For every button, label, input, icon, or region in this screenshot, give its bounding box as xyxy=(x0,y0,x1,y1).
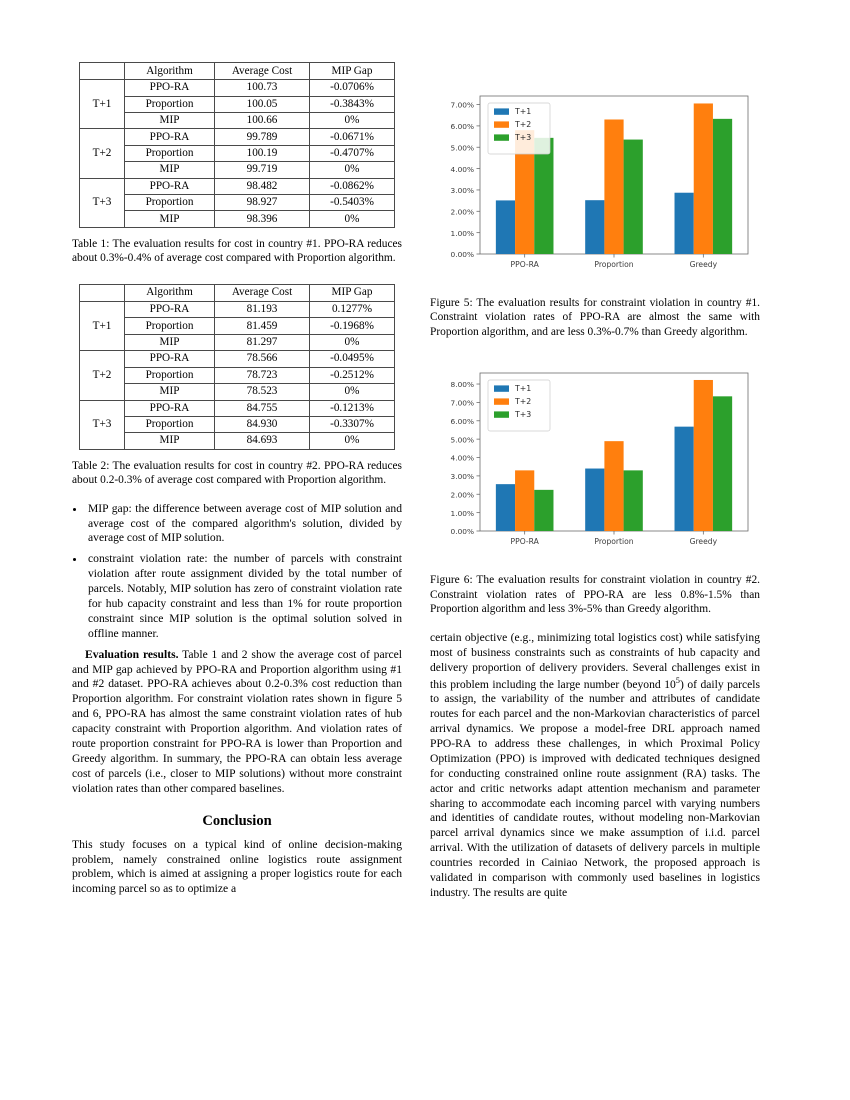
column-top-spacer xyxy=(430,62,760,88)
x-axis-tick-label: Proportion xyxy=(594,537,634,547)
table-row xyxy=(80,433,395,449)
bar xyxy=(675,427,694,531)
legend-label: T+2 xyxy=(515,397,532,407)
cell-average-cost: 99.719 xyxy=(215,162,310,178)
y-axis-tick-label: 7.00% xyxy=(450,399,474,409)
figure-6 xyxy=(430,365,760,616)
y-axis-tick-label: 5.00% xyxy=(450,435,474,445)
cell-average-cost: 100.66 xyxy=(215,113,310,129)
bar xyxy=(694,380,713,531)
cell-algorithm: MIP xyxy=(125,433,215,449)
cell-mip-gap: -0.0862% xyxy=(310,178,395,194)
y-axis-tick-label: 6.00% xyxy=(450,122,474,132)
bar xyxy=(675,193,694,254)
column-header-algorithm: Algorithm xyxy=(125,63,215,80)
cell-mip-gap: 0% xyxy=(310,334,395,350)
table-row xyxy=(80,351,395,367)
y-axis-tick-label: 4.00% xyxy=(450,454,474,464)
table-1-body xyxy=(80,63,395,228)
figure-5-svg xyxy=(434,88,756,284)
figure-gap-spacer xyxy=(430,339,760,365)
y-axis-tick-label: 3.00% xyxy=(450,472,474,482)
two-column-layout xyxy=(72,62,778,1040)
cell-average-cost: 100.73 xyxy=(215,80,310,96)
bar xyxy=(624,471,643,532)
legend-label: T+2 xyxy=(515,120,532,130)
group-label: T+3 xyxy=(80,400,125,449)
cell-average-cost: 100.05 xyxy=(215,96,310,112)
cell-average-cost: 100.19 xyxy=(215,145,310,161)
legend-label: T+3 xyxy=(515,410,532,420)
x-axis-tick-label: Greedy xyxy=(689,537,718,547)
cell-mip-gap: -0.3843% xyxy=(310,96,395,112)
cell-algorithm: Proportion xyxy=(125,416,215,432)
group-label: T+1 xyxy=(80,80,125,129)
bar xyxy=(496,200,515,254)
conclusion-paragraph: This study focuses on a typical kind of online decision-making problem, namely constrained online logistics route assignment problem, which is aimed at assigning a proper logistics route for each incoming parcel so as to optimize a xyxy=(72,837,402,896)
table-row xyxy=(80,367,395,383)
cell-algorithm: PPO-RA xyxy=(125,178,215,194)
table-1-caption: Table 1: The evaluation results for cost in country #1. PPO-RA reduces about 0.3%-0.4% of average cost compared with Proportion algorithm. xyxy=(72,237,402,265)
x-axis-tick-label: Proportion xyxy=(594,260,634,269)
y-axis-tick-label: 6.00% xyxy=(450,417,474,427)
y-axis-tick-label: 3.00% xyxy=(450,186,474,196)
left-column xyxy=(72,62,402,1040)
bar xyxy=(694,103,713,254)
group-label: T+3 xyxy=(80,178,125,227)
cell-average-cost: 98.396 xyxy=(215,211,310,227)
section-heading-conclusion: Conclusion xyxy=(202,812,272,829)
y-axis-tick-label: 7.00% xyxy=(450,100,474,110)
table-row xyxy=(80,63,395,80)
bar xyxy=(515,471,534,532)
cell-algorithm: Proportion xyxy=(125,367,215,383)
y-axis-tick-label: 0.00% xyxy=(450,527,474,537)
cell-algorithm: PPO-RA xyxy=(125,302,215,318)
table-1 xyxy=(79,62,395,228)
column-header-average-cost: Average Cost xyxy=(215,284,310,301)
figure-6-chart xyxy=(434,365,756,561)
bar xyxy=(585,469,604,531)
table-corner-cell xyxy=(80,284,125,301)
cell-algorithm: PPO-RA xyxy=(125,80,215,96)
y-axis-tick-label: 0.00% xyxy=(450,250,474,260)
table-row xyxy=(80,80,395,96)
cell-average-cost: 84.693 xyxy=(215,433,310,449)
y-axis-tick-label: 4.00% xyxy=(450,164,474,174)
cell-algorithm: PPO-RA xyxy=(125,351,215,367)
cell-average-cost: 81.297 xyxy=(215,334,310,350)
cell-average-cost: 78.523 xyxy=(215,384,310,400)
cell-average-cost: 81.459 xyxy=(215,318,310,334)
legend-swatch xyxy=(494,108,509,114)
legend-label: T+1 xyxy=(515,384,532,394)
column-header-average-cost: Average Cost xyxy=(215,63,310,80)
evaluation-results-lead: Evaluation results. xyxy=(85,647,179,661)
table-row xyxy=(80,96,395,112)
cell-algorithm: MIP xyxy=(125,334,215,350)
cell-algorithm: Proportion xyxy=(125,195,215,211)
table-row xyxy=(80,195,395,211)
cell-average-cost: 81.193 xyxy=(215,302,310,318)
table-2-block xyxy=(72,284,402,488)
bar xyxy=(585,200,604,254)
cell-mip-gap: 0% xyxy=(310,162,395,178)
bar xyxy=(713,119,732,254)
cell-average-cost: 78.566 xyxy=(215,351,310,367)
bar xyxy=(604,119,623,254)
definition-list xyxy=(72,502,402,642)
table-row xyxy=(80,211,395,227)
y-axis-tick-label: 1.00% xyxy=(450,228,474,238)
legend-swatch xyxy=(494,121,509,127)
cell-mip-gap: -0.0706% xyxy=(310,80,395,96)
y-axis-tick-label: 1.00% xyxy=(450,509,474,519)
exponent: 5 xyxy=(675,675,680,685)
cell-average-cost: 98.482 xyxy=(215,178,310,194)
right-body-part2: ) of daily parcels to assign, the variability of the number and attributes of candidate routes for each parcel and the non-Markovian characteristics of parcel arrival dynamics. We propose a model-free DRL approach named PPO-RA to address these challenges, in which Proximal Policy Optimization (PPO) is improved with dedicated techniques designed for conducting constrained online route assignment (RA) tasks. The actor and critic networks adapt attention mechanism and parameter sharing to accommodate each incoming parcel with varying numbers and identities of candidate routes, without modeling non-Markovian parcel arrival dynamics since we make assumption of i.i.d. parcel arrival. With the utilization of datasets of delivery parcels in multiple countries recorded in Cainiao Network, the proposed approach is validated in comparison with commonly used baselines in logistics industry. The results are quite xyxy=(430,677,760,899)
cell-algorithm: MIP xyxy=(125,211,215,227)
legend-swatch xyxy=(494,399,509,405)
x-axis-tick-label: Greedy xyxy=(689,260,718,269)
cell-average-cost: 84.930 xyxy=(215,416,310,432)
bar xyxy=(624,140,643,254)
legend-label: T+3 xyxy=(515,133,532,143)
cell-mip-gap: 0% xyxy=(310,433,395,449)
cell-algorithm: PPO-RA xyxy=(125,400,215,416)
bar xyxy=(534,490,553,531)
cell-algorithm: PPO-RA xyxy=(125,129,215,145)
block-spacer xyxy=(72,270,402,284)
cell-mip-gap: -0.4707% xyxy=(310,145,395,161)
cell-average-cost: 84.755 xyxy=(215,400,310,416)
group-label: T+2 xyxy=(80,351,125,400)
y-axis-tick-label: 5.00% xyxy=(450,143,474,153)
list-item: • MIP gap: the difference between average cost of MIP solution and average cost of the compared algorithm's solution, divided by average cost of MIP solution. xyxy=(86,502,402,547)
table-row xyxy=(80,178,395,194)
cell-algorithm: MIP xyxy=(125,162,215,178)
right-column xyxy=(430,62,760,1040)
figure-6-svg xyxy=(434,365,756,561)
cell-mip-gap: 0% xyxy=(310,211,395,227)
cell-mip-gap: 0.1277% xyxy=(310,302,395,318)
table-row xyxy=(80,334,395,350)
cell-mip-gap: 0% xyxy=(310,113,395,129)
table-row xyxy=(80,302,395,318)
legend-swatch xyxy=(494,412,509,418)
y-axis-tick-label: 2.00% xyxy=(450,207,474,217)
cell-average-cost: 78.723 xyxy=(215,367,310,383)
table-2-caption: Table 2: The evaluation results for cost in country #2. PPO-RA reduces about 0.2-0.3% of average cost compared with Proportion algorithm. xyxy=(72,459,402,487)
table-2-body xyxy=(80,284,395,449)
bar xyxy=(713,397,732,532)
figure-6-caption: Figure 6: The evaluation results for constraint violation in country #2. Constraint violation rates of PPO-RA are less 0.8%-1.5% than Proportion algorithm and less 3%-5% than Greedy algorithm. xyxy=(430,574,760,616)
body-gap-spacer xyxy=(430,617,760,631)
x-axis-tick-label: PPO-RA xyxy=(510,260,539,269)
cell-algorithm: Proportion xyxy=(125,318,215,334)
table-row xyxy=(80,145,395,161)
figure-5 xyxy=(430,88,760,339)
cell-mip-gap: -0.3307% xyxy=(310,416,395,432)
table-row xyxy=(80,129,395,145)
group-label: T+2 xyxy=(80,129,125,178)
table-row xyxy=(80,162,395,178)
cell-mip-gap: -0.0671% xyxy=(310,129,395,145)
cell-algorithm: Proportion xyxy=(125,145,215,161)
legend-swatch xyxy=(494,386,509,392)
cell-average-cost: 98.927 xyxy=(215,195,310,211)
table-row xyxy=(80,384,395,400)
bar xyxy=(534,138,553,254)
table-row xyxy=(80,400,395,416)
table-1-block xyxy=(72,62,402,266)
legend-label: T+1 xyxy=(515,107,532,117)
cell-mip-gap: -0.0495% xyxy=(310,351,395,367)
cell-mip-gap: 0% xyxy=(310,384,395,400)
y-axis-tick-label: 2.00% xyxy=(450,490,474,500)
group-label: T+1 xyxy=(80,302,125,351)
cell-mip-gap: -0.5403% xyxy=(310,195,395,211)
cell-algorithm: MIP xyxy=(125,384,215,400)
column-header-algorithm: Algorithm xyxy=(125,284,215,301)
table-row xyxy=(80,113,395,129)
column-header-mip-gap: MIP Gap xyxy=(310,63,395,80)
right-body-part1: certain objective (e.g., minimizing total logistics cost) while satisfying most of business constraints such as constraints of hub capacity and delivery proportion of delivery providers. Several challenges exist in this problem including the large number (beyond 10 xyxy=(430,630,760,691)
cell-mip-gap: -0.1213% xyxy=(310,400,395,416)
evaluation-results-text: Table 1 and 2 show the average cost of parcel and MIP gap achieved by PPO-RA and Proportion algorithm using #1 and #2 dataset. PPO-RA achieves about 0.2-0.3% cost reduction than Proportion algorithm. For constraint violation rates shown in figure 5 and 6, PPO-RA has almost the same constraint violation rates of hub capacity constraint with Proportion algorithm. And violation rates of route proportion constraint for PPO-RA is lower than Proportion and Greedy algorithm. In summary, the PPO-RA can obtain less average cost of parcels (i.e., closer to MIP solutions) without more constraint violation rates than other compared baselines. xyxy=(72,647,402,795)
table-2 xyxy=(79,284,395,450)
cell-mip-gap: -0.2512% xyxy=(310,367,395,383)
y-axis-tick-label: 8.00% xyxy=(450,380,474,390)
legend-swatch xyxy=(494,134,509,140)
evaluation-results-paragraph xyxy=(72,648,402,797)
cell-algorithm: MIP xyxy=(125,113,215,129)
table-corner-cell xyxy=(80,63,125,80)
column-header-mip-gap: MIP Gap xyxy=(310,284,395,301)
cell-algorithm: Proportion xyxy=(125,96,215,112)
table-row xyxy=(80,284,395,301)
figure-5-caption: Figure 5: The evaluation results for constraint violation in country #1. Constraint violation rates of PPO-RA are almost the same with Proportion algorithm, and are less 0.3%-0.7% than Greedy algorithm. xyxy=(430,297,760,338)
right-body-paragraph xyxy=(430,631,760,901)
bar xyxy=(604,442,623,532)
x-axis-tick-label: PPO-RA xyxy=(510,537,539,547)
table-row xyxy=(80,416,395,432)
list-item: • constraint violation rate: the number of parcels with constraint violation after route assignment divided by the total number of parcels. Notably, MIP solution has zero of constraint violation rate for hub capacity constraint and less than 1% for route proportion constraint since MIP solution is the optimal solution solved in offline manner. xyxy=(86,552,402,641)
table-row xyxy=(80,318,395,334)
figure-5-chart xyxy=(434,88,756,284)
bar xyxy=(496,485,515,532)
cell-mip-gap: -0.1968% xyxy=(310,318,395,334)
cell-average-cost: 99.789 xyxy=(215,129,310,145)
